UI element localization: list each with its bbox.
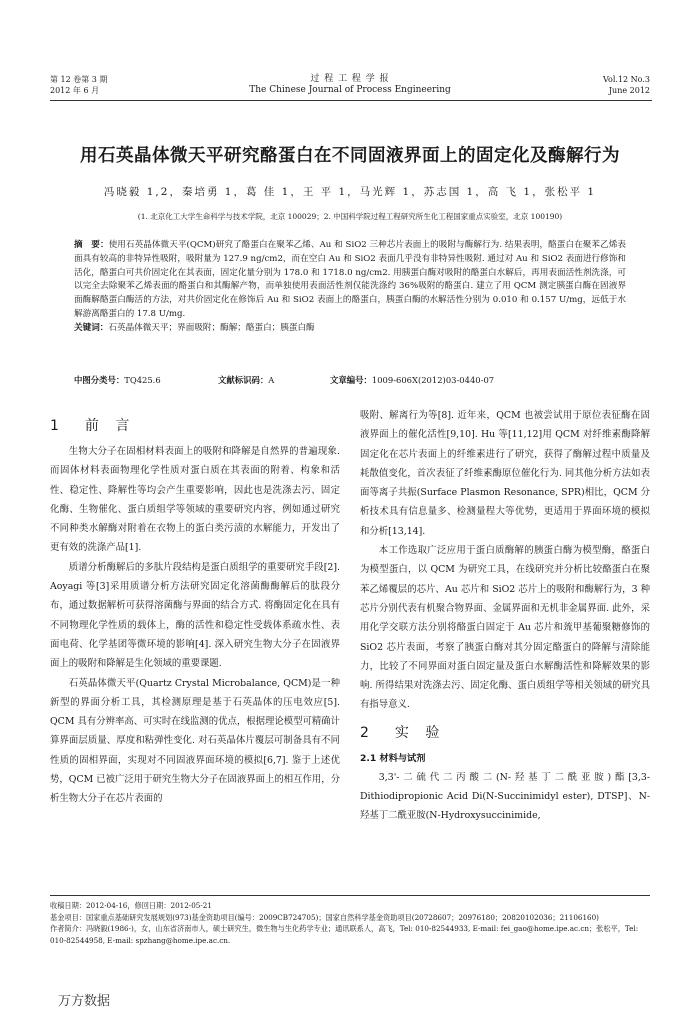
abstract (74, 239, 626, 336)
paper-title: 用石英晶体微天平研究酪蛋白在不同固液界面上的固定化及酶解行为 (80, 146, 620, 166)
art-label: 文章编号： (330, 375, 372, 385)
clc-label: 中图分类号： (74, 375, 125, 385)
journal-title-en: The Chinese Journal of Process Engineering (249, 85, 451, 95)
paragraph: 吸附、解离行为等[8]. 近年来，QCM 也被尝试用于原位表征酶在固液界面上的催化活性[9,10]. Hu 等[11,12]用 QCM 对纤维素酶降解固定化在芯片表面上的纤维素进行了研究，获得了酶解过程中质量及耗散值变化，首次表征了纤维素酶原位催化行为. 同其他分析方法如表面等离子共振(Surface Plasmon Resonance, SPR)相比，QCM 分析技术具有信息量多、检测量程大等优势，更适用于界面环境的模拟和分析[13,14]. (360, 410, 650, 537)
journal-title (200, 74, 500, 96)
header-rule (50, 100, 652, 101)
section-heading-introduction: 1 前 言 (50, 418, 136, 434)
clc-number (74, 374, 161, 386)
received-date: 收稿日期：2012-04-16，修回日期：2012-05-21 (50, 901, 212, 910)
author-list: 冯晓毅 1,2，秦培勇 1，葛 佳 1，王 平 1，马光辉 1，苏志国 1，高 飞 1，张松平 1 (103, 186, 597, 198)
keywords-text: 石英晶体微天平；界面吸附；酶解；酪蛋白；胰蛋白酶 (108, 322, 315, 333)
journal-volume-en (603, 74, 650, 96)
journal-volume-issue (50, 74, 107, 96)
doc-label: 文献标识码： (218, 375, 269, 385)
paragraph: 3,3'-二硫代二丙酸二(N-羟基丁二酰亚胺)酯[3,3-Dithiodipropionic Acid Di(N-Succinimidyl ester), DTSP]、N-羟基丁二酰亚胺(N-Hydroxysuccinimide, (360, 771, 650, 822)
date-line-en: June 2012 (608, 86, 650, 95)
watermark: 万方数据 (58, 994, 111, 1009)
journal-title-cn: 过 程 工 程 学 报 (310, 74, 390, 84)
abstract-label: 摘 要： (74, 240, 109, 250)
author-info: 作者简介：冯晓毅(1986-)，女，山东省济南市人，硕士研究生，微生物与生化药学专业；通讯联系人，高飞，Tel: 010-82544933, E-mail: fei_gao@home.ipe.ac.cn；张松平，Tel: 010-82544958, E-mail: spzhang@home.ipe.ac.cn. (50, 924, 639, 945)
volume-line: 第 12 卷第 3 期 (50, 75, 108, 84)
clc-value: TQ425.6 (124, 375, 161, 385)
article-number (330, 374, 494, 386)
affiliation: (1. 北京化工大学生命科学与技术学院，北京 100029；2. 中国科学院过程工程研究所生化工程国家重点实验室，北京 100190) (137, 212, 563, 221)
date-line: 2012 年 6 月 (50, 86, 100, 95)
footnotes (50, 900, 650, 946)
paragraph: 本工作选取广泛应用于蛋白质酶解的胰蛋白酶为模型酶，酪蛋白为模型蛋白，以 QCM 为研究工具，在线研究并分析比较酪蛋白在聚苯乙烯覆层的芯片、Au 芯片和 SiO2 芯片上的吸附和酶解行为，3 种芯片分别代表有机聚合物界面、金属界面和无机非金属界面. 此外，采用化学交联方法分别将酪蛋白固定于 Au 芯片和巯甲基葡聚糖修饰的 SiO2 芯片表面，考察了胰蛋白酶对其分固定酪蛋白的降解与清除能力，比较了不同界面对蛋白固定量及蛋白水解酶活性和降解效果的影响. 所得结果对洗涤去污、固定化酶、蛋白质组学等相关领域的研究具有指导意义. (360, 545, 650, 711)
art-value: 1009-606X(2012)03-0440-07 (371, 375, 495, 385)
right-column (360, 406, 650, 826)
section-heading-experiment: 2 实 验 (360, 724, 446, 741)
paragraph: 石英晶体微天平(Quartz Crystal Microbalance, QCM)是一种新型的界面分析工具，其检测原理是基于石英晶体的压电效应[5]. QCM 具有分辨率高、可实时在线监测的优点，根据理论模型可精确计算界面层质量、厚度和粘弹性变化. 对石英晶体片覆层可制备具有不同性质的固相界面，实现对不同固液界面环境的模拟[6,7]. 鉴于上述优势，QCM 已被广泛用于研究生物大分子在固液界面上的相互作用，分析生物大分子在芯片表面的 (50, 677, 340, 805)
doc-value: A (268, 375, 275, 385)
left-column (50, 408, 340, 809)
fund-info: 基金项目：国家重点基础研究发展规划(973)基金资助项目(编号：2009CB724705)；国家自然科学基金资助项目(20728607；20976180；20820102036；21106160) (50, 912, 599, 922)
abstract-text: 使用石英晶体微天平(QCM)研究了酪蛋白在聚苯乙烯、Au 和 SiO2 三种芯片表面上的吸附与酶解行为. 结果表明，酪蛋白在聚苯乙烯表面具有较高的非特异性吸附，吸附量为 127.9 ng/cm2，而在空白 Au 和 SiO2 表面几乎没有非特异性吸附. 通过对 Au 和 SiO2 表面进行修饰和活化，酪蛋白可共价固定化在其表面，固定化量分别为 178.0 和 1718.0 ng/cm2. 用胰蛋白酶对吸附的酪蛋白水解后，再用表面活性剂洗涤，可以完全去除聚苯乙烯表面的酪蛋白和其酶解产物，而单独使用表面活性剂仅能洗涤约 36%吸附的酪蛋白. 建立了用 QCM 测定胰蛋白酶在固液界面酶解酪蛋白酶活的方法，对共价固定化在修饰后 Au 和 SiO2 表面上的酪蛋白，胰蛋白酶的水解活性分别为 0.010 和 0.157 U/mg，远低于水解游离酪蛋白的 17.8 U/mg. (74, 240, 626, 319)
document-code (218, 374, 274, 386)
subsection-heading: 2.1 材料与试剂 (360, 752, 426, 764)
volume-line-en: Vol.12 No.3 (603, 75, 650, 84)
footnote-rule (50, 895, 650, 896)
paragraph: 质谱分析酶解后的多肽片段结构是蛋白质组学的重要研究手段[2]. Aoyagi 等[3]采用质谱分析方法研究固定化溶菌酶酶解后的肽段分布，通过数据解析可获得溶菌酶与界面的结合方式. 将酶固定化在具有不同物理化学性质的载体上，酶的活性和稳定性受载体系疏水性、表面电荷、化学基团等微环境的影响[4]. 深入研究生物大分子在固液界面上的吸附和降解是生化领域的重要课题. (50, 561, 340, 670)
keywords-label: 关键词： (74, 322, 109, 333)
keywords (74, 322, 626, 336)
paragraph: 生物大分子在固相材料表面上的吸附和降解是自然界的普遍现象. 而固体材料表面物理化学性质对蛋白质在其表面的附着、构象和活性、稳定性、降解性等均会产生重要影响，因此也是洗涤去污、固定化酶、生物催化、蛋白质组学等领域的重要研究内容，例如通过研究不同种类水解酶对附着在衣物上的蛋白类污渍的水解能力，开发出了更有效的洗涤产品[1]. (50, 446, 340, 554)
